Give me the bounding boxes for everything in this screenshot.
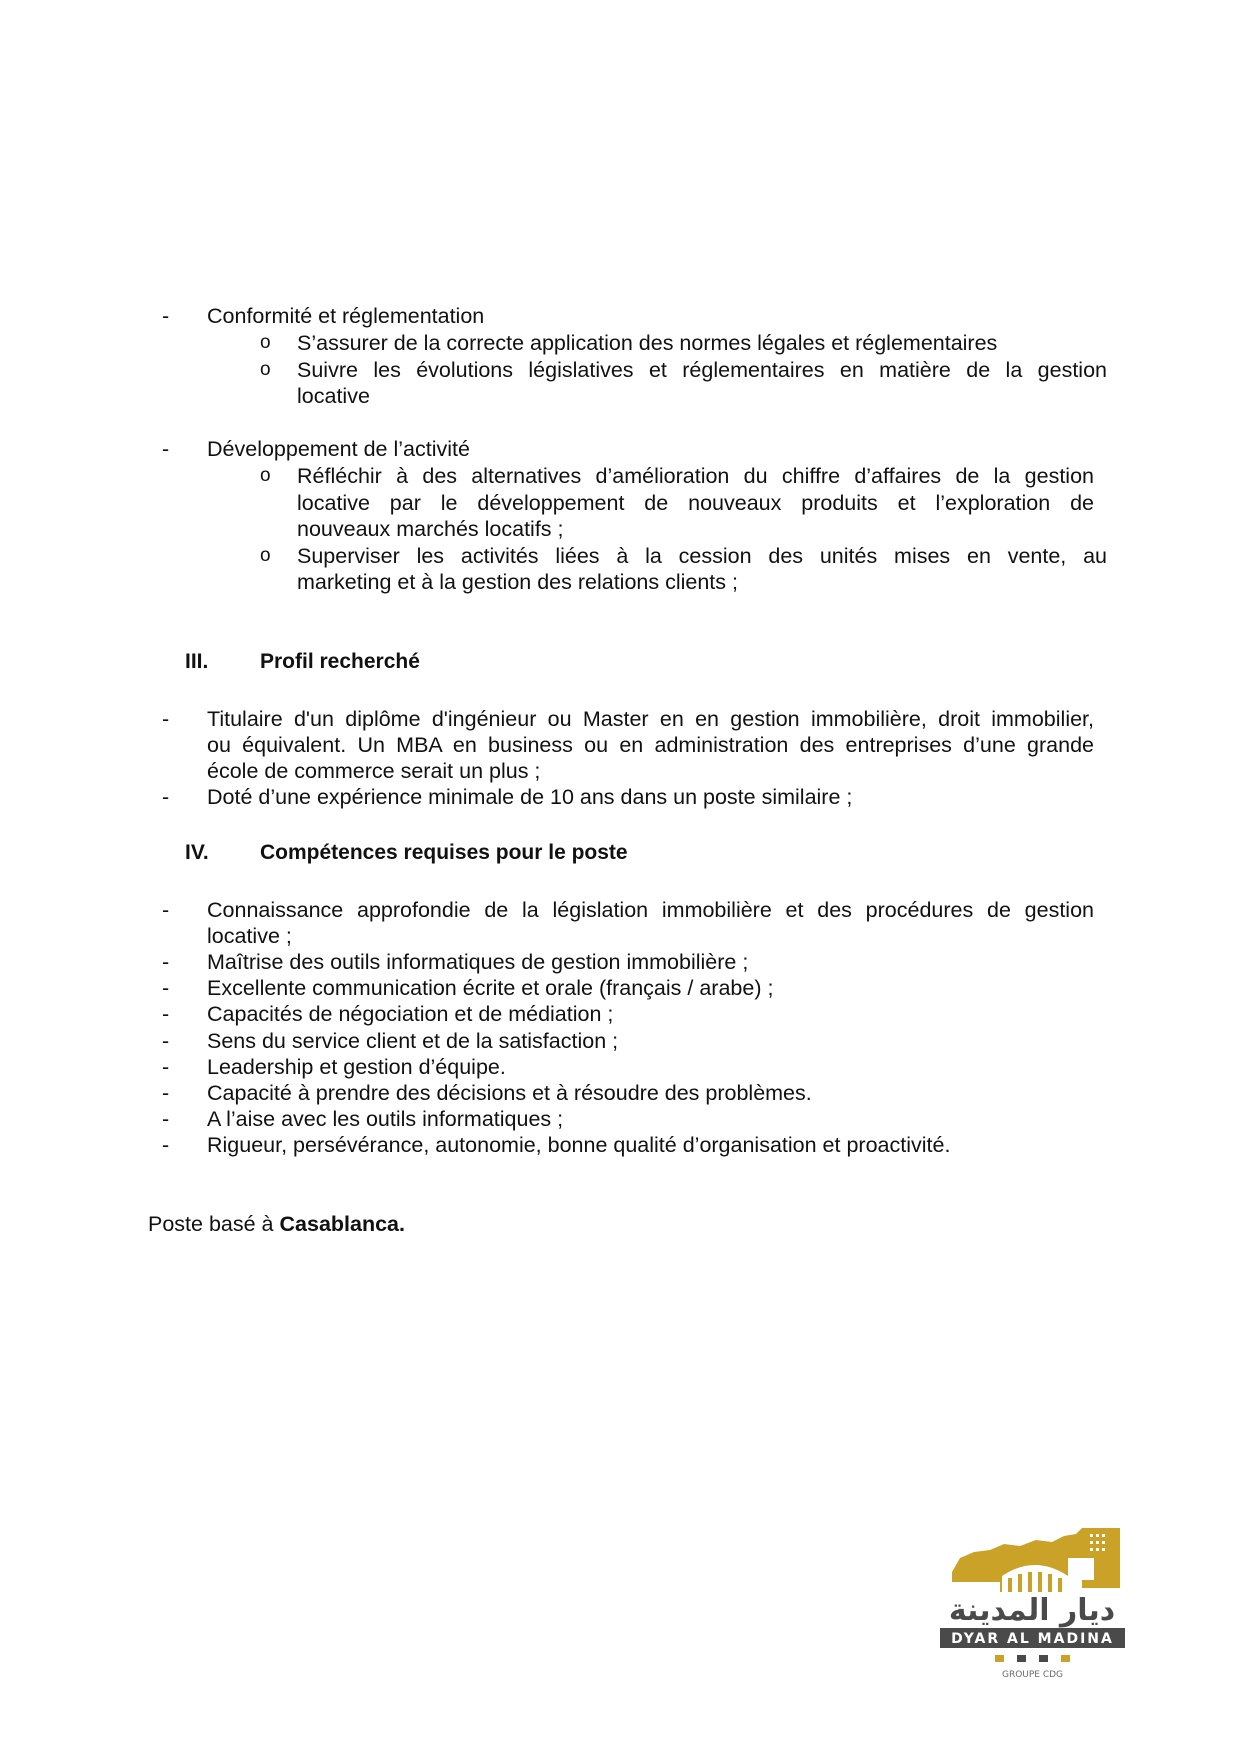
section-heading-competences: Compétences requises pour le poste bbox=[260, 841, 628, 864]
logo-group-text: GROUPE CDG bbox=[1001, 1670, 1064, 1680]
bullet-dash: - bbox=[162, 898, 170, 922]
skill-line: Maîtrise des outils informatiques de gestion immobilière ; bbox=[207, 950, 749, 974]
section-heading-profil: Profil recherché bbox=[260, 650, 420, 673]
bullet-dash: - bbox=[162, 950, 170, 974]
profile-line: Doté d’une expérience minimale de 10 ans dans un poste similaire ; bbox=[207, 785, 853, 809]
logo-name-text: DYAR AL MADINA bbox=[951, 1631, 1114, 1647]
job-location bbox=[148, 1211, 405, 1237]
logo-arabic-text: ديار المدينة bbox=[948, 1593, 1116, 1628]
bullet-circle: o bbox=[260, 545, 271, 566]
skill-line: Capacité à prendre des décisions et à résoudre des problèmes. bbox=[207, 1081, 812, 1105]
bullet-dash: - bbox=[162, 1002, 170, 1026]
list-item: S’assurer de la correcte application des normes légales et réglementaires bbox=[297, 331, 998, 355]
location-prefix: Poste basé à bbox=[148, 1212, 274, 1236]
skill-line: A l’aise avec les outils informatiques ; bbox=[207, 1107, 564, 1131]
bullet-circle: o bbox=[260, 332, 271, 353]
list-item: nouveaux marchés locatifs ; bbox=[297, 517, 564, 541]
bullet-dash: - bbox=[162, 1029, 170, 1053]
profile-line: Titulaire d'un diplôme d'ingénieur ou Master en en gestion immobilière, droit immobilier, bbox=[207, 707, 1094, 731]
bullet-dash: - bbox=[162, 304, 170, 328]
list-item: locative bbox=[297, 384, 370, 408]
bullet-dash: - bbox=[162, 1133, 170, 1157]
bullet-dash: - bbox=[162, 1055, 170, 1079]
bullet-dash: - bbox=[162, 1081, 170, 1105]
bullet-circle: o bbox=[260, 465, 271, 486]
profile-line: ou équivalent. Un MBA en business ou en administration des entreprises d’une grande bbox=[207, 733, 1094, 757]
section-title-developpement: Développement de l’activité bbox=[207, 437, 470, 461]
section-number: III. bbox=[185, 650, 209, 673]
skill-line: Sens du service client et de la satisfaction ; bbox=[207, 1029, 619, 1053]
bullet-dash: - bbox=[162, 976, 170, 1000]
list-item: Réfléchir à des alternatives d’amélioration du chiffre d’affaires de la gestion bbox=[297, 464, 1094, 488]
bullet-dash: - bbox=[162, 785, 170, 809]
location-city: Casablanca. bbox=[279, 1212, 405, 1236]
bullet-dash: - bbox=[162, 1107, 170, 1131]
profile-line: école de commerce serait un plus ; bbox=[207, 759, 541, 783]
bullet-circle: o bbox=[260, 359, 271, 380]
section-title-conformite: Conformité et réglementation bbox=[207, 304, 485, 328]
skill-line: locative ; bbox=[207, 924, 292, 948]
skill-line: Connaissance approfondie de la législation immobilière et des procédures de gestion bbox=[207, 898, 1094, 922]
skill-line: Excellente communication écrite et orale (français / arabe) ; bbox=[207, 976, 774, 1000]
list-item: marketing et à la gestion des relations clients ; bbox=[297, 570, 738, 594]
section-number: IV. bbox=[185, 841, 209, 864]
dyar-al-madina-logo bbox=[940, 1510, 1125, 1685]
skill-line: Leadership et gestion d’équipe. bbox=[207, 1055, 506, 1079]
list-item: Superviser les activités liées à la cession des unités mises en vente, au bbox=[297, 544, 1107, 568]
list-item: locative par le développement de nouveaux produits et l’exploration de bbox=[297, 491, 1094, 515]
bullet-dash: - bbox=[162, 707, 170, 731]
bullet-dash: - bbox=[162, 437, 170, 461]
list-item: Suivre les évolutions législatives et réglementaires en matière de la gestion bbox=[297, 358, 1107, 382]
skill-line: Rigueur, persévérance, autonomie, bonne qualité d’organisation et proactivité. bbox=[207, 1133, 951, 1157]
skill-line: Capacités de négociation et de médiation ; bbox=[207, 1002, 614, 1026]
